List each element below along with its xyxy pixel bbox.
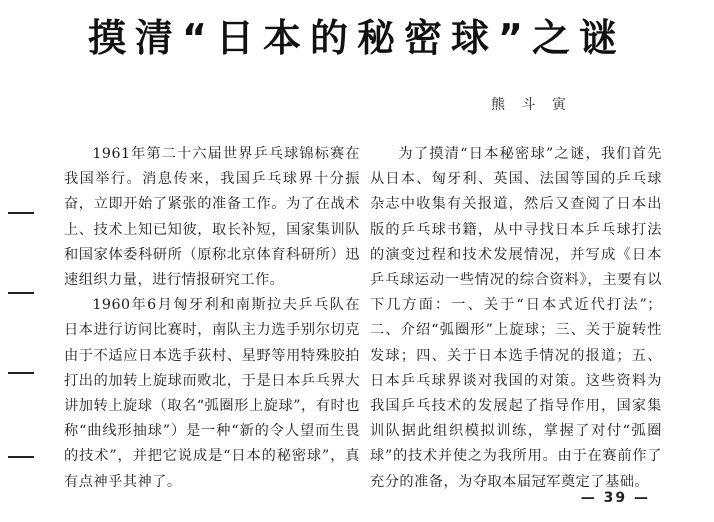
- left-column: [64, 142, 360, 495]
- margin-tick-mark: [8, 292, 34, 294]
- paragraph: 1960年6月匈牙利和南斯拉夫乒乓队在日本进行访问比赛时，南队主力选手别尔切克由于不适应日本选手荻村、星野等用特殊胶拍打出的加转上旋球而败北，于是日本乒乓界大讲加转上旋球（取名“弧圈形上旋球”，有时也称“曲线形抽球”）是一种“新的令人望而生畏的技术”，并把它说成是“日本的秘密球”，真有点神乎其神了。: [64, 297, 360, 490]
- article-author: 熊 斗 寅: [491, 97, 572, 113]
- article-title: 摸清“日本的秘密球”之谜: [88, 16, 626, 60]
- paragraph: 为了摸清“日本秘密球”之谜，我们首先从日本、匈牙利、英国、法国等国的乒乓球杂志中收集有关报道，然后又查阅了日本出版的乒乓球书籍，从中寻找日本乒乓球打法的演变过程和技术发展情况，并写成《日本乒乓球运动一些情况的综合资料》，主要有以下几方面：一、关于“日本式近代打法”；二、介绍“弧圈形”上旋球；三、关于旋转性发球；四、关于日本选手情况的报道；五、日本乒乓球界谈对我国的对策。这些资料为我国乒乓技术的发展起了指导作用，国家集训队据此组织模拟训练，掌握了对付“弧圈球”的技术并使之为我所用。由于在赛前作了充分的准备，为夺取本届冠军奠定了基础。: [370, 146, 662, 490]
- margin-tick-mark: [8, 456, 34, 458]
- right-column: [370, 142, 662, 495]
- margin-tick-mark: [8, 212, 34, 214]
- page-number: — 39 —: [580, 490, 650, 506]
- margin-tick-mark: [8, 372, 34, 374]
- paragraph: 1961年第二十六届世界乒乓球锦标赛在我国举行。消息传来，我国乒乓球界十分振奋，立即开始了紧张的准备工作。为了在战术上、技术上知已知彼，取长补短，国家集训队和国家体委科研所（原称北京体育科研所）迅速组织力量，进行情报研究工作。: [64, 146, 360, 289]
